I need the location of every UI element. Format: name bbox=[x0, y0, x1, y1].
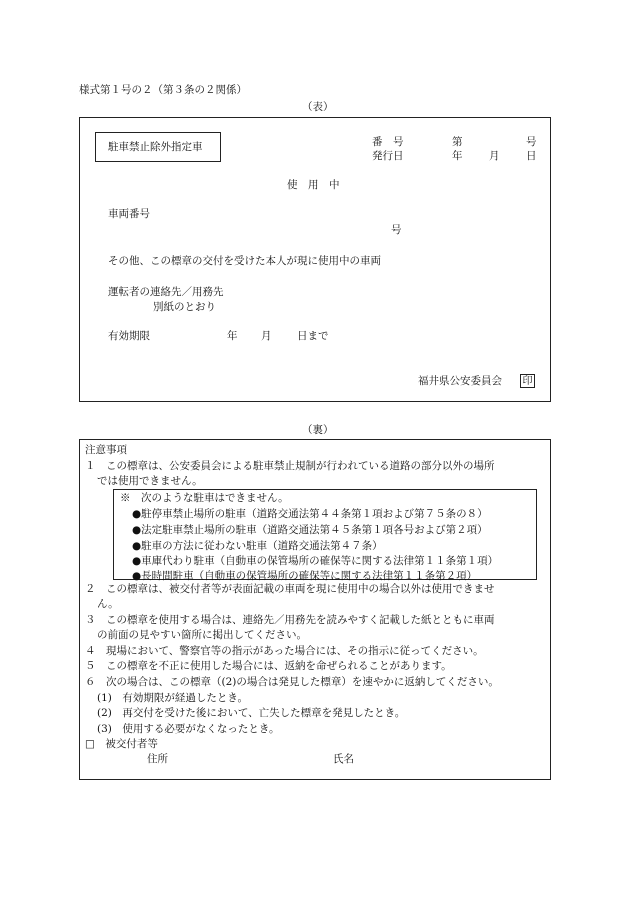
title-box-text: 駐車禁止除外指定車 bbox=[108, 141, 203, 153]
prohibited-item-1: ●駐停車禁止場所の駐車（道路交通法第４４条第１項および第７５条の８） bbox=[132, 508, 488, 520]
form-number: 様式第１号の２（第３条の２関係） bbox=[79, 84, 247, 96]
issue-day: 日 bbox=[526, 150, 537, 162]
number-suffix: 号 bbox=[526, 136, 537, 148]
issue-month: 月 bbox=[489, 150, 500, 162]
number-prefix: 第 bbox=[452, 136, 463, 148]
recipient-title: □ 被交付者等 bbox=[85, 738, 158, 750]
prohibited-item-3: ●駐車の方法に従わない駐車（道路交通法第４７条） bbox=[132, 540, 383, 552]
prohibited-item-5: ●長時間駐車（自動車の保管場所の確保等に関する法律第１１条第２項） bbox=[132, 570, 478, 582]
note-4: ４ 現場において、警察官等の指示があった場合には、その指示に従ってください。 bbox=[85, 645, 484, 657]
prohibited-intro: ※ 次のような駐車はできません。 bbox=[120, 492, 289, 504]
front-panel bbox=[79, 117, 551, 402]
contact-value: 別紙のとおり bbox=[153, 301, 216, 313]
note-3-line-2: の前面の見やすい箇所に掲出してください。 bbox=[97, 629, 307, 641]
issue-year: 年 bbox=[452, 150, 463, 162]
title-box bbox=[95, 132, 221, 162]
contact-label: 運転者の連絡先／用務先 bbox=[108, 286, 224, 298]
number-label: 番 号 bbox=[372, 136, 404, 148]
note-2-line-2: ん。 bbox=[97, 598, 119, 610]
validity-label: 有効期限 bbox=[108, 330, 150, 342]
validity-until: 日まで bbox=[297, 330, 329, 342]
address-label: 住所 bbox=[147, 753, 168, 765]
note-3-line-1: ３ この標章を使用する場合は、連絡先／用務先を読みやすく記載した紙とともに車両 bbox=[85, 614, 495, 626]
back-panel bbox=[79, 439, 551, 780]
issuer-name: 福井県公安委員会 bbox=[418, 375, 502, 387]
name-label: 氏名 bbox=[333, 753, 354, 765]
note-1-line-1: １ この標章は、公安委員会による駐車禁止規制が行われている道路の部分以外の場所 bbox=[85, 460, 495, 472]
seal-mark: 印 bbox=[520, 374, 535, 388]
prohibited-item-2: ●法定駐車禁止場所の駐車（道路交通法第４５条第１項各号および第２項） bbox=[132, 524, 488, 536]
validity-month: 月 bbox=[261, 330, 272, 342]
note-6-sub-3: (3) 使用する必要がなくなったとき。 bbox=[97, 723, 280, 735]
prohibited-parking-box bbox=[113, 489, 537, 580]
front-heading: （表） bbox=[302, 101, 334, 113]
other-vehicle-text: その他、この標章の交付を受けた本人が現に使用中の車両 bbox=[108, 255, 381, 267]
note-6: ６ 次の場合は、この標章（(2)の場合は発見した標章）を速やかに返納してください。 bbox=[85, 676, 499, 688]
note-1-line-2: では使用できません。 bbox=[97, 475, 203, 487]
prohibited-item-4: ●車庫代わり駐車（自動車の保管場所の確保等に関する法律第１１条第１項） bbox=[132, 555, 499, 567]
in-use-label: 使 用 中 bbox=[287, 179, 340, 191]
note-6-sub-2: (2) 再交付を受けた後において、亡失した標章を発見したとき。 bbox=[97, 707, 406, 719]
validity-year: 年 bbox=[227, 330, 238, 342]
vehicle-number-suffix: 号 bbox=[391, 224, 402, 236]
issue-date-label: 発行日 bbox=[372, 150, 404, 162]
back-heading: （裏） bbox=[302, 424, 334, 436]
note-5: ５ この標章を不正に使用した場合には、返納を命ぜられることがあります。 bbox=[85, 660, 452, 672]
note-2-line-1: ２ この標章は、被交付者等が表面記載の車両を現に使用中の場合以外は使用できませ bbox=[85, 583, 495, 595]
notes-title: 注意事項 bbox=[85, 444, 127, 456]
vehicle-number-label: 車両番号 bbox=[108, 208, 150, 220]
note-6-sub-1: (1) 有効期限が経過したとき。 bbox=[97, 692, 248, 704]
